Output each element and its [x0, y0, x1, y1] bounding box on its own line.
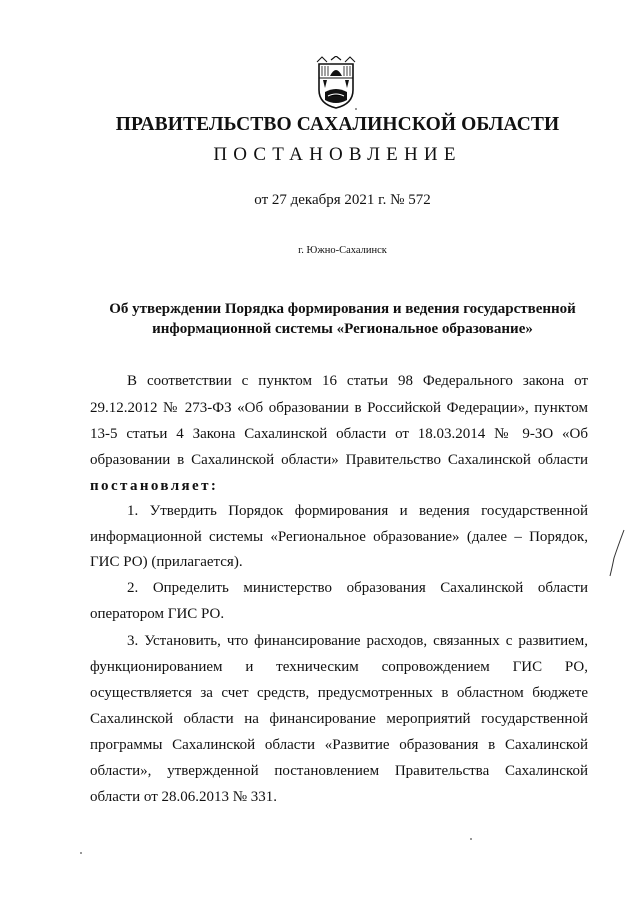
item-1-line: ГИС РО) (прилагается). — [90, 554, 243, 570]
item-1-line: информационной системы «Региональное образование» (далее – Порядок, — [90, 529, 588, 545]
preamble-line: 13-5 статьи 4 Закона Сахалинской области от 18.03.2014 № 9-ЗО «Об — [90, 426, 588, 442]
scan-speck — [355, 108, 357, 110]
item-2-line: оператором ГИС РО. — [90, 606, 225, 622]
document-place: г. Южно-Сахалинск — [298, 245, 387, 256]
resolves-keyword: постановляет: — [90, 478, 219, 494]
item-3-line: 3. Установить, что финансирование расходов, связанных с развитием, — [127, 633, 588, 649]
preamble-line: 29.12.2012 № 273-ФЗ «Об образовании в Российской Федерации», пунктом — [90, 400, 588, 416]
item-3-line: области», утвержденной постановлением Правительства Сахалинской — [90, 763, 588, 779]
organization-title: ПРАВИТЕЛЬСТВО САХАЛИНСКОЙ ОБЛАСТИ — [115, 114, 560, 135]
item-3-line: функционированием и техническим сопровождением ГИС РО, — [90, 659, 588, 675]
scan-speck — [80, 852, 82, 854]
preamble-line: В соответствии с пунктом 16 статьи 98 Федерального закона от — [127, 373, 588, 389]
item-3-line: области от 28.06.2013 № 331. — [90, 789, 278, 805]
item-3-line: Сахалинской области на финансирование мероприятий государственной — [90, 711, 588, 727]
coat-of-arms-emblem — [313, 56, 359, 110]
document-date-number: от 27 декабря 2021 г. № 572 — [254, 192, 431, 208]
item-1-line: 1. Утвердить Порядок формирования и ведения государственной — [127, 503, 588, 519]
subject-line-1: Об утверждении Порядка формирования и ведения государственной — [109, 301, 576, 317]
document-type: ПОСТАНОВЛЕНИЕ — [213, 144, 462, 165]
item-3-line: программы Сахалинской области «Развитие образования в Сахалинской — [90, 737, 588, 753]
item-2-line: 2. Определить министерство образования Сахалинской области — [127, 580, 588, 596]
margin-pen-mark — [608, 528, 626, 578]
document-subject — [96, 299, 589, 339]
preamble-line: образовании в Сахалинской области» Правительство Сахалинской области — [90, 452, 588, 468]
item-3-line: осуществляется за счет средств, предусмотренных в областном бюджете — [90, 685, 588, 701]
subject-line-2: информационной системы «Региональное образование» — [152, 321, 533, 337]
scan-speck — [470, 838, 472, 840]
